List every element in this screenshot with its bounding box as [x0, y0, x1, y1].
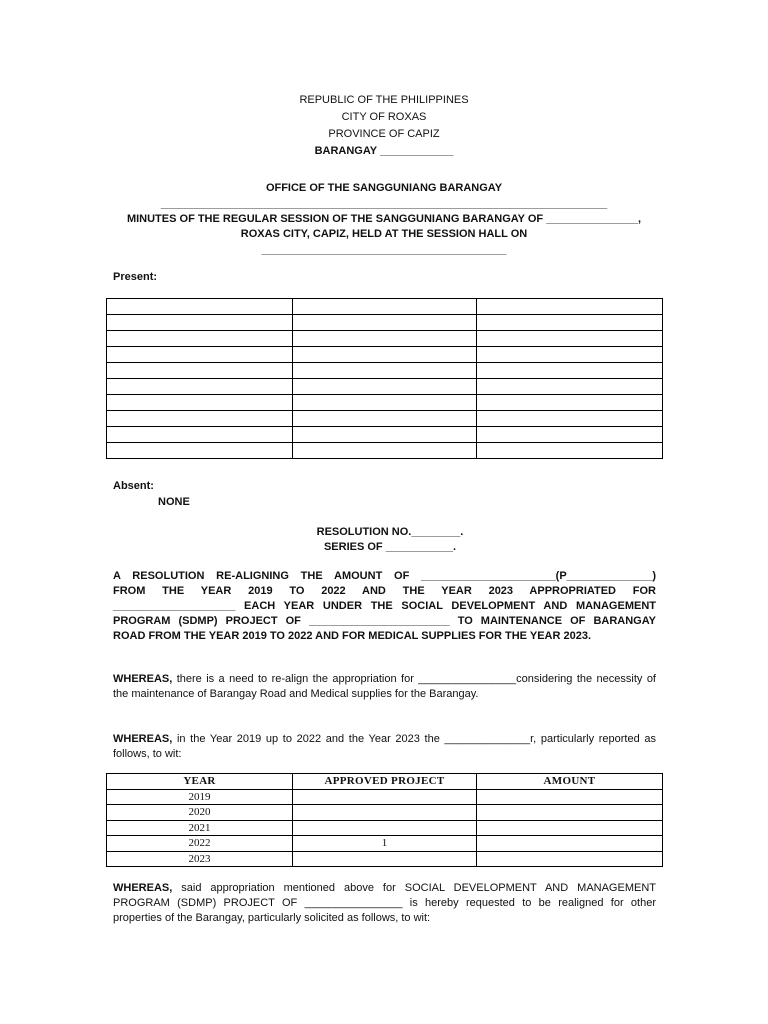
table-cell	[477, 395, 663, 411]
header-approved-project: APPROVED PROJECT	[293, 774, 477, 790]
office-title: OFFICE OF THE SANGGUNIANG BARANGAY	[265, 182, 503, 194]
table-cell	[477, 443, 663, 459]
table-cell	[477, 331, 663, 347]
resolution-title-line-3: ____________________ EACH YEAR UNDER THE SOCIAL DEVELOPMENT AND MANAGEMENT	[113, 600, 656, 612]
year-cell: 2023	[107, 851, 293, 867]
year-cell: 2020	[107, 805, 293, 821]
amount-cell	[477, 820, 663, 836]
header-province: PROVINCE OF CAPIZ	[328, 128, 440, 140]
table-row	[107, 789, 663, 805]
whereas-text: in the Year 2019 up to 2022 and the Year 2023 the ______________r, particularly reported as follows, to wit:	[113, 733, 656, 760]
whereas-clause-2	[113, 732, 656, 762]
header-city: CITY OF ROXAS	[341, 111, 427, 123]
table-row	[107, 411, 663, 427]
table-row	[107, 427, 663, 443]
table-cell	[107, 379, 293, 395]
amount-cell	[477, 789, 663, 805]
header-amount: AMOUNT	[477, 774, 663, 790]
present-label: Present:	[113, 271, 158, 283]
amount-cell	[477, 851, 663, 867]
table-cell	[293, 331, 477, 347]
year-cell: 2019	[107, 789, 293, 805]
resolution-title-line-4: PROGRAM (SDMP) PROJECT OF _______________________ TO MAINTENANCE OF BARANGAY	[113, 615, 656, 627]
whereas-clause-3	[113, 881, 656, 926]
amount-cell	[477, 805, 663, 821]
absent-value: NONE	[158, 496, 190, 508]
table-cell	[293, 427, 477, 443]
project-cell	[293, 851, 477, 867]
whereas-clause-1	[113, 672, 656, 702]
minutes-line-1: MINUTES OF THE REGULAR SESSION OF THE SANGGUNIANG BARANGAY OF _______________,	[126, 213, 642, 225]
amount-cell	[477, 836, 663, 852]
table-cell	[477, 427, 663, 443]
project-cell	[293, 805, 477, 821]
table-row	[107, 363, 663, 379]
table-cell	[477, 347, 663, 363]
table-cell	[107, 315, 293, 331]
table-cell	[107, 411, 293, 427]
table-cell	[477, 411, 663, 427]
resolution-number: RESOLUTION NO.________.	[316, 526, 464, 538]
table-cell	[293, 443, 477, 459]
table-row	[107, 331, 663, 347]
header-barangay: BARANGAY ____________	[314, 145, 454, 157]
present-table	[106, 298, 663, 459]
table-cell	[107, 427, 293, 443]
table-cell	[107, 299, 293, 315]
absent-label: Absent:	[113, 480, 154, 492]
resolution-title-line-1: A RESOLUTION RE-ALIGNING THE AMOUNT OF ______________________(P______________)	[113, 570, 656, 582]
table-row	[107, 851, 663, 867]
table-row	[107, 315, 663, 331]
header-republic: REPUBLIC OF THE PHILIPPINES	[299, 94, 469, 106]
table-row	[107, 299, 663, 315]
table-row	[107, 379, 663, 395]
table-header-row	[107, 774, 663, 790]
table-cell	[293, 395, 477, 411]
table-cell	[293, 363, 477, 379]
table-cell	[107, 363, 293, 379]
resolution-title-line-2: FROM THE YEAR 2019 TO 2022 AND THE YEAR 2023 APPROPRIATED FOR	[113, 585, 656, 597]
table-cell	[107, 443, 293, 459]
whereas-lead: WHEREAS,	[113, 673, 173, 685]
table-row	[107, 347, 663, 363]
year-table	[106, 773, 663, 867]
project-cell: 1	[293, 836, 477, 852]
table-cell	[293, 347, 477, 363]
table-cell	[293, 411, 477, 427]
table-cell	[107, 347, 293, 363]
header-year: YEAR	[107, 774, 293, 790]
table-row	[107, 443, 663, 459]
table-row	[107, 395, 663, 411]
minutes-line-3: ________________________________________	[261, 244, 507, 256]
project-cell	[293, 820, 477, 836]
table-row	[107, 836, 663, 852]
table-cell	[293, 379, 477, 395]
year-cell: 2022	[107, 836, 293, 852]
table-row	[107, 805, 663, 821]
table-cell	[293, 299, 477, 315]
whereas-text: there is a need to re-align the appropriation for ________________considering the necessity of the maintenance of Barangay Road and Medical supplies for the Barangay.	[113, 673, 656, 700]
table-row	[107, 820, 663, 836]
resolution-series: SERIES OF ___________.	[323, 541, 457, 553]
whereas-text: said appropriation mentioned above for SOCIAL DEVELOPMENT AND MANAGEMENT PROGRAM (SDMP) PROJECT OF ________________ is hereby requested to be realigned for other properties of the Barangay, particularly solicited as follows, to wit:	[113, 882, 656, 924]
table-cell	[477, 363, 663, 379]
year-cell: 2021	[107, 820, 293, 836]
table-cell	[107, 331, 293, 347]
whereas-lead: WHEREAS,	[113, 733, 173, 745]
resolution-title-line-5: ROAD FROM THE YEAR 2019 TO 2022 AND FOR MEDICAL SUPPLIES FOR THE YEAR 2023.	[113, 630, 592, 642]
table-cell	[477, 315, 663, 331]
table-cell	[293, 315, 477, 331]
table-cell	[107, 395, 293, 411]
whereas-lead: WHEREAS,	[113, 882, 173, 894]
project-cell	[293, 789, 477, 805]
table-cell	[477, 379, 663, 395]
office-underline: _________________________________________________________________________	[160, 198, 608, 210]
minutes-line-2: ROXAS CITY, CAPIZ, HELD AT THE SESSION HALL ON	[240, 228, 528, 240]
table-cell	[477, 299, 663, 315]
